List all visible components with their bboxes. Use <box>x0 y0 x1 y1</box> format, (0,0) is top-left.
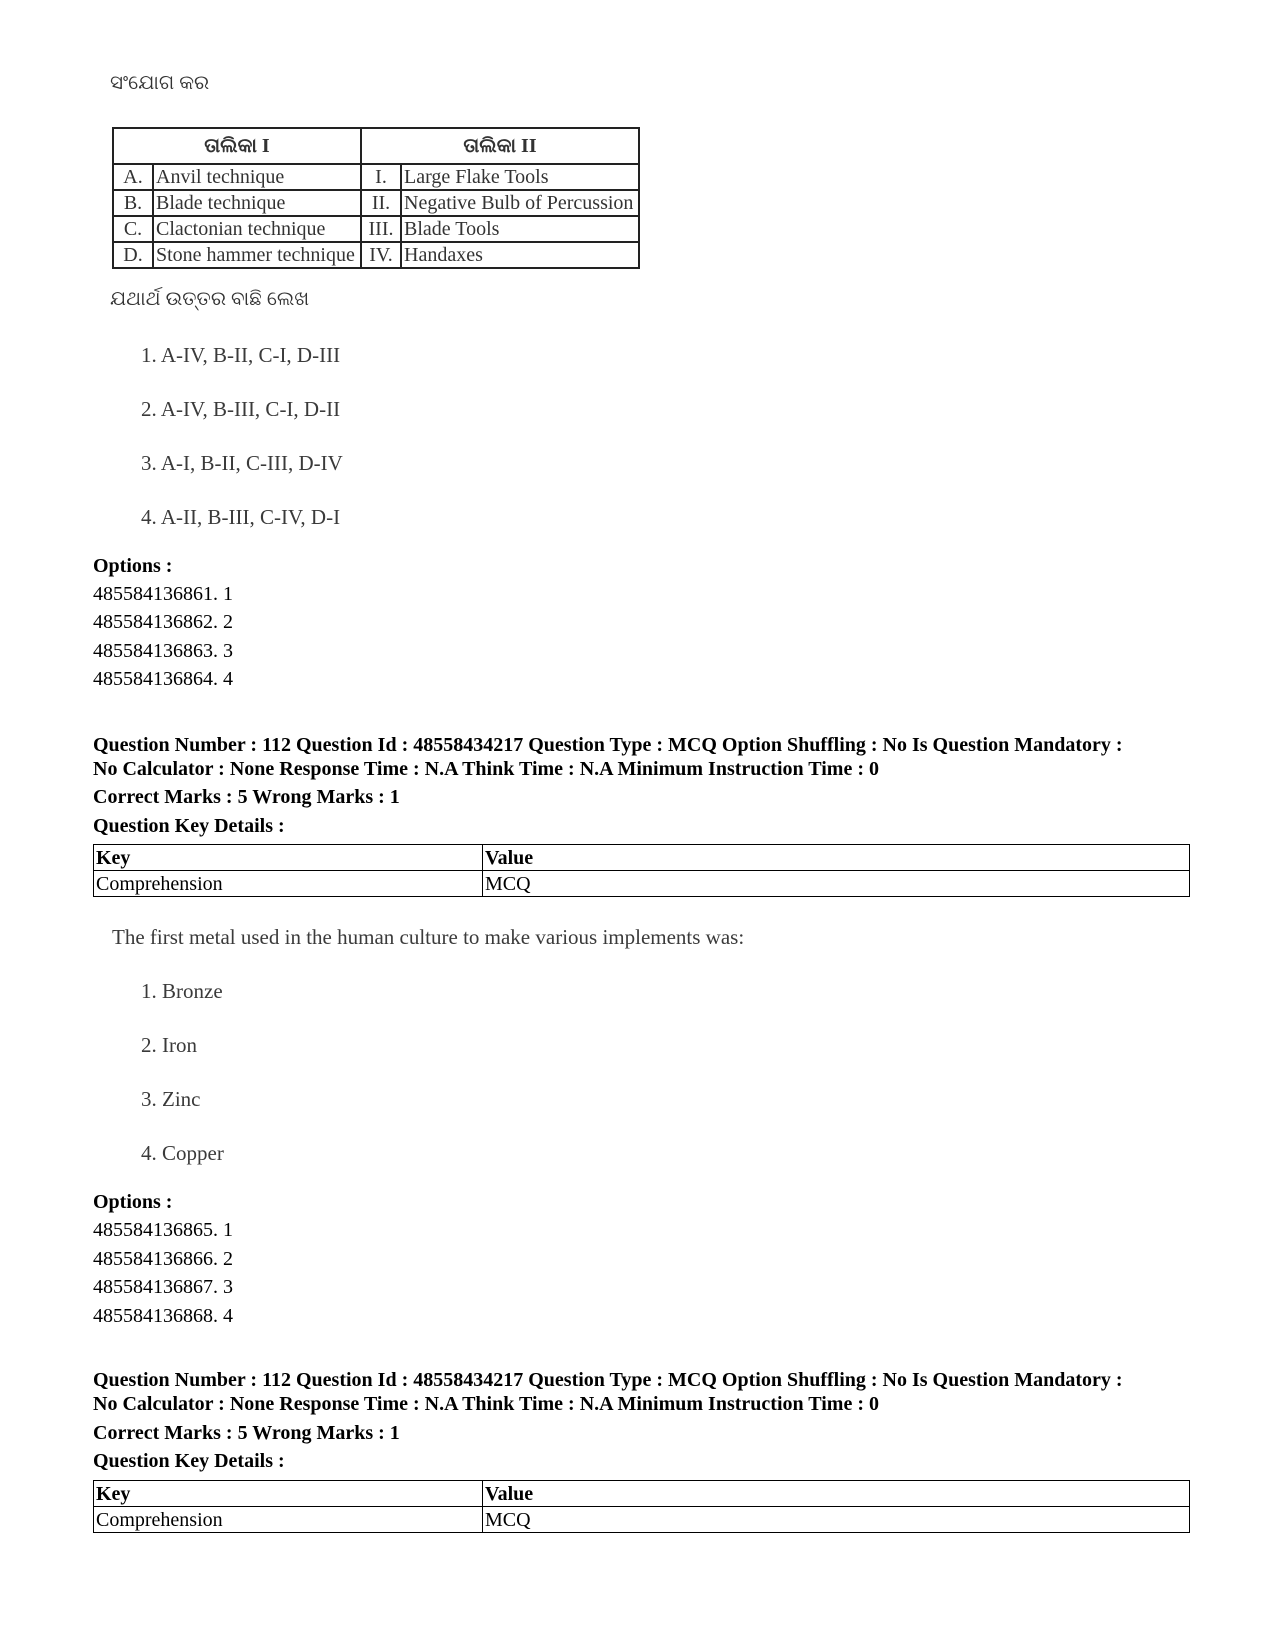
table-row <box>113 164 639 190</box>
row-text: Anvil technique <box>153 164 361 190</box>
option-line: 485584136863. 3 <box>93 640 233 662</box>
key-cell: Comprehension <box>94 1507 483 1533</box>
row-label: A. <box>113 164 153 190</box>
answer-prompt: ଯଥାର୍ଥ ଉତ୍ତର ବାଛି ଲେଖ <box>110 288 310 310</box>
row-label: B. <box>113 190 153 216</box>
table-row <box>94 1507 1190 1533</box>
question-meta-line-1: Question Number : 112 Question Id : 48558434217 Question Type : MCQ Option Shuffling : No Is Question Mandatory : <box>93 1369 1123 1391</box>
list-2-header: ତାଲିକା II <box>361 128 639 164</box>
choice-1: 1. A-IV, B-II, C-I, D-III <box>141 343 341 367</box>
row-text: Stone hammer technique <box>153 242 361 268</box>
marks-line: Correct Marks : 5 Wrong Marks : 1 <box>93 1422 400 1444</box>
row-text: Clactonian technique <box>153 216 361 242</box>
key-table-header <box>94 1481 1190 1507</box>
options-label: Options : <box>93 555 173 577</box>
option-line: 485584136865. 1 <box>93 1219 233 1241</box>
option-line: 485584136861. 1 <box>93 583 233 605</box>
table-row <box>113 190 639 216</box>
key-header: Key <box>94 845 483 871</box>
key-details-label: Question Key Details : <box>93 815 285 837</box>
choice-4: 4. Copper <box>141 1141 224 1165</box>
marks-line: Correct Marks : 5 Wrong Marks : 1 <box>93 786 400 808</box>
row-label: I. <box>361 164 401 190</box>
row-label: IV. <box>361 242 401 268</box>
question-meta-line-2: No Calculator : None Response Time : N.A Think Time : N.A Minimum Instruction Time : 0 <box>93 758 879 780</box>
question-meta-line-2: No Calculator : None Response Time : N.A Think Time : N.A Minimum Instruction Time : 0 <box>93 1393 879 1415</box>
value-header: Value <box>483 1481 1190 1507</box>
key-table <box>93 1480 1190 1533</box>
option-line: 485584136866. 2 <box>93 1248 233 1270</box>
row-text: Blade Tools <box>401 216 639 242</box>
row-label: II. <box>361 190 401 216</box>
key-cell: Comprehension <box>94 871 483 897</box>
row-label: D. <box>113 242 153 268</box>
options-label: Options : <box>93 1191 173 1213</box>
table-row <box>94 871 1190 897</box>
option-line: 485584136862. 2 <box>93 611 233 633</box>
match-table <box>112 127 640 269</box>
match-table-header <box>113 128 639 164</box>
choice-1: 1. Bronze <box>141 979 223 1003</box>
row-label: III. <box>361 216 401 242</box>
row-text: Blade technique <box>153 190 361 216</box>
table-row <box>113 216 639 242</box>
row-label: C. <box>113 216 153 242</box>
option-line: 485584136868. 4 <box>93 1305 233 1327</box>
choice-3: 3. Zinc <box>141 1087 201 1111</box>
match-instruction: ସଂଯୋଗ କର <box>110 72 210 94</box>
key-details-label: Question Key Details : <box>93 1450 285 1472</box>
list-1-header: ତାଲିକା I <box>113 128 361 164</box>
row-text: Large Flake Tools <box>401 164 639 190</box>
question-meta-line-1: Question Number : 112 Question Id : 48558434217 Question Type : MCQ Option Shuffling : No Is Question Mandatory : <box>93 734 1123 756</box>
row-text: Negative Bulb of Percussion <box>401 190 639 216</box>
key-table-header <box>94 845 1190 871</box>
choice-3: 3. A-I, B-II, C-III, D-IV <box>141 451 343 475</box>
choice-2: 2. A-IV, B-III, C-I, D-II <box>141 397 341 421</box>
row-text: Handaxes <box>401 242 639 268</box>
value-cell: MCQ <box>483 871 1190 897</box>
choice-2: 2. Iron <box>141 1033 197 1057</box>
key-table <box>93 844 1190 897</box>
option-line: 485584136864. 4 <box>93 668 233 690</box>
value-header: Value <box>483 845 1190 871</box>
option-line: 485584136867. 3 <box>93 1276 233 1298</box>
choice-4: 4. A-II, B-III, C-IV, D-I <box>141 505 341 529</box>
key-header: Key <box>94 1481 483 1507</box>
value-cell: MCQ <box>483 1507 1190 1533</box>
table-row <box>113 242 639 268</box>
question-text: The first metal used in the human culture to make various implements was: <box>112 925 745 949</box>
